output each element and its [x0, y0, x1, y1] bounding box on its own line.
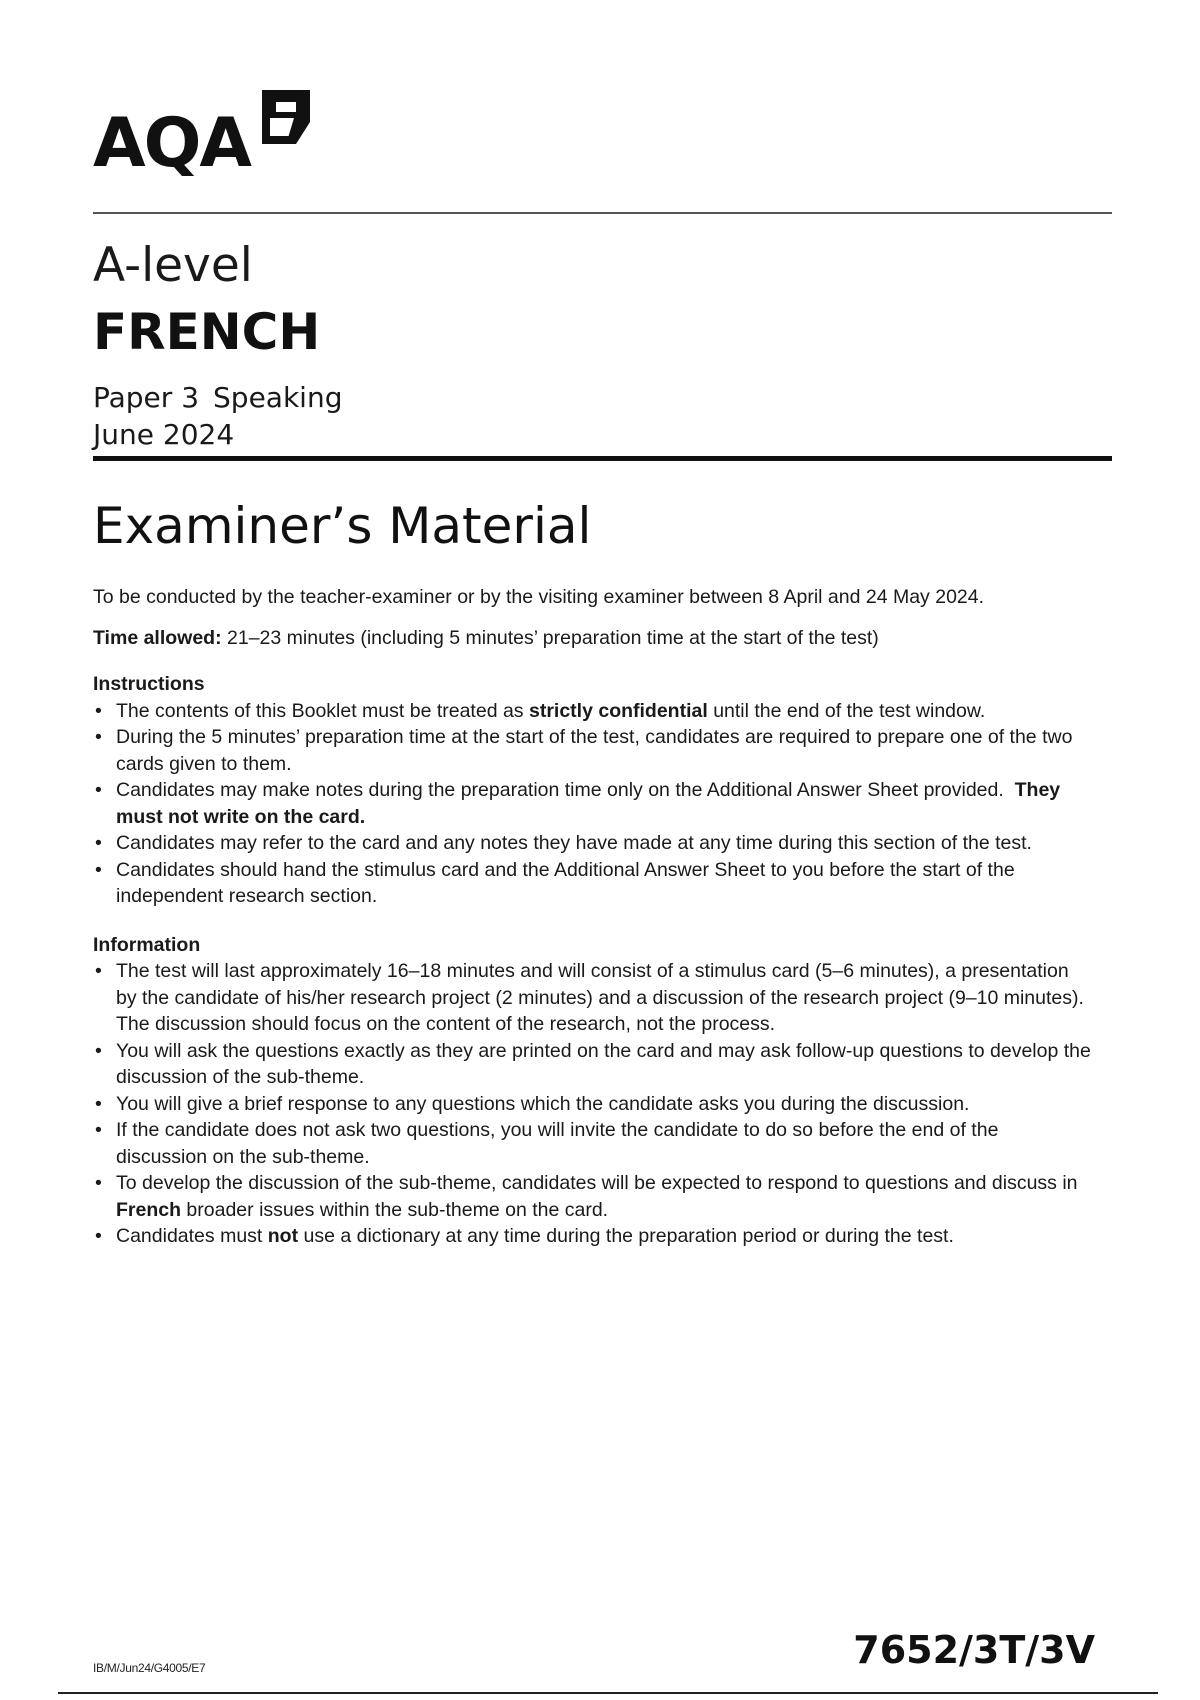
- bullet-icon: •: [95, 699, 102, 722]
- paper-code: 7652/3T/3V: [853, 1628, 1095, 1672]
- aqa-flag-icon: [256, 88, 312, 146]
- document-reference: IB/M/Jun24/G4005/E7: [93, 1661, 206, 1675]
- paper-details: [93, 379, 342, 453]
- instructions-heading: Instructions: [93, 673, 205, 695]
- list-item: • The contents of this Booklet must be treated as strictly confidential until the end of the test window.: [93, 698, 1093, 725]
- list-item: • Candidates may refer to the card and any notes they have made at any time during this section of the test.: [93, 830, 1093, 857]
- bullet-icon: •: [95, 1039, 102, 1062]
- list-item: • The test will last approximately 16–18 minutes and will consist of a stimulus card (5–6 minutes), a presentation by the candidate of his/her research project (2 minutes) and a discussion of the research project (9–10 minutes). The discussion should focus on the content of the research, not the process.: [95, 960, 1095, 1035]
- title-divider: [93, 456, 1112, 461]
- bullet-icon: •: [95, 1172, 102, 1194]
- time-allowed-value: 21–23 minutes (including 5 minutes’ preparation time at the start of the test): [221, 626, 879, 649]
- list-item: • During the 5 minutes’ preparation time at the start of the test, candidates are required to prepare one of the two cards given to them.: [95, 726, 1073, 775]
- list-item: • Candidates may make notes during the preparation time only on the Additional Answer Sheet provided. They must not write on the card.: [95, 779, 1061, 828]
- qualification-level: A-level: [93, 238, 253, 293]
- exam-session: June 2024: [93, 418, 235, 451]
- list-item: • You will give a brief response to any questions which the candidate asks you during the discussion.: [93, 1091, 1093, 1118]
- subject-title: FRENCH: [93, 303, 321, 361]
- list-item: • You will ask the questions exactly as they are printed on the card and may ask follow-up questions to develop the discussion of the sub-theme.: [95, 1039, 1091, 1088]
- intro-text: To be conducted by the teacher-examiner or by the visiting examiner between 8 April and 24 May 2024.: [93, 586, 985, 608]
- bullet-icon: •: [95, 1092, 102, 1115]
- aqa-logo: [93, 88, 312, 183]
- bullet-icon: •: [95, 726, 102, 748]
- information-heading: Information: [93, 933, 201, 956]
- footer-divider: [58, 1692, 1158, 1694]
- list-item: • If the candidate does not ask two questions, you will invite the candidate to do so before the end of the discussion on the sub-theme.: [95, 1119, 999, 1168]
- information-list: [93, 958, 1093, 1250]
- bullet-icon: •: [95, 832, 102, 854]
- document-title: Examiner’s Material: [93, 497, 592, 555]
- paper-number: Paper 3: [93, 381, 200, 414]
- list-item: • To develop the discussion of the sub-theme, candidates will be expected to respond to questions and discuss in French broader issues within the sub-theme on the card.: [95, 1172, 1078, 1221]
- time-allowed: [93, 625, 1093, 652]
- header-divider: [93, 212, 1112, 214]
- bullet-icon: •: [95, 1119, 102, 1141]
- bullet-icon: •: [95, 960, 102, 982]
- document-body: [93, 584, 1093, 1250]
- time-allowed-label: Time allowed:: [93, 626, 222, 649]
- list-item: • Candidates should hand the stimulus card and the Additional Answer Sheet to you before the start of the independent research section.: [95, 858, 1015, 907]
- logo-text: AQA: [93, 104, 251, 183]
- bullet-icon: •: [95, 779, 102, 801]
- paper-component: Speaking: [213, 381, 343, 414]
- bullet-icon: •: [95, 1225, 102, 1247]
- bullet-icon: •: [95, 858, 102, 881]
- instructions-list: [93, 698, 1093, 910]
- list-item: • Candidates must not use a dictionary at any time during the preparation period or during the test.: [93, 1223, 1093, 1250]
